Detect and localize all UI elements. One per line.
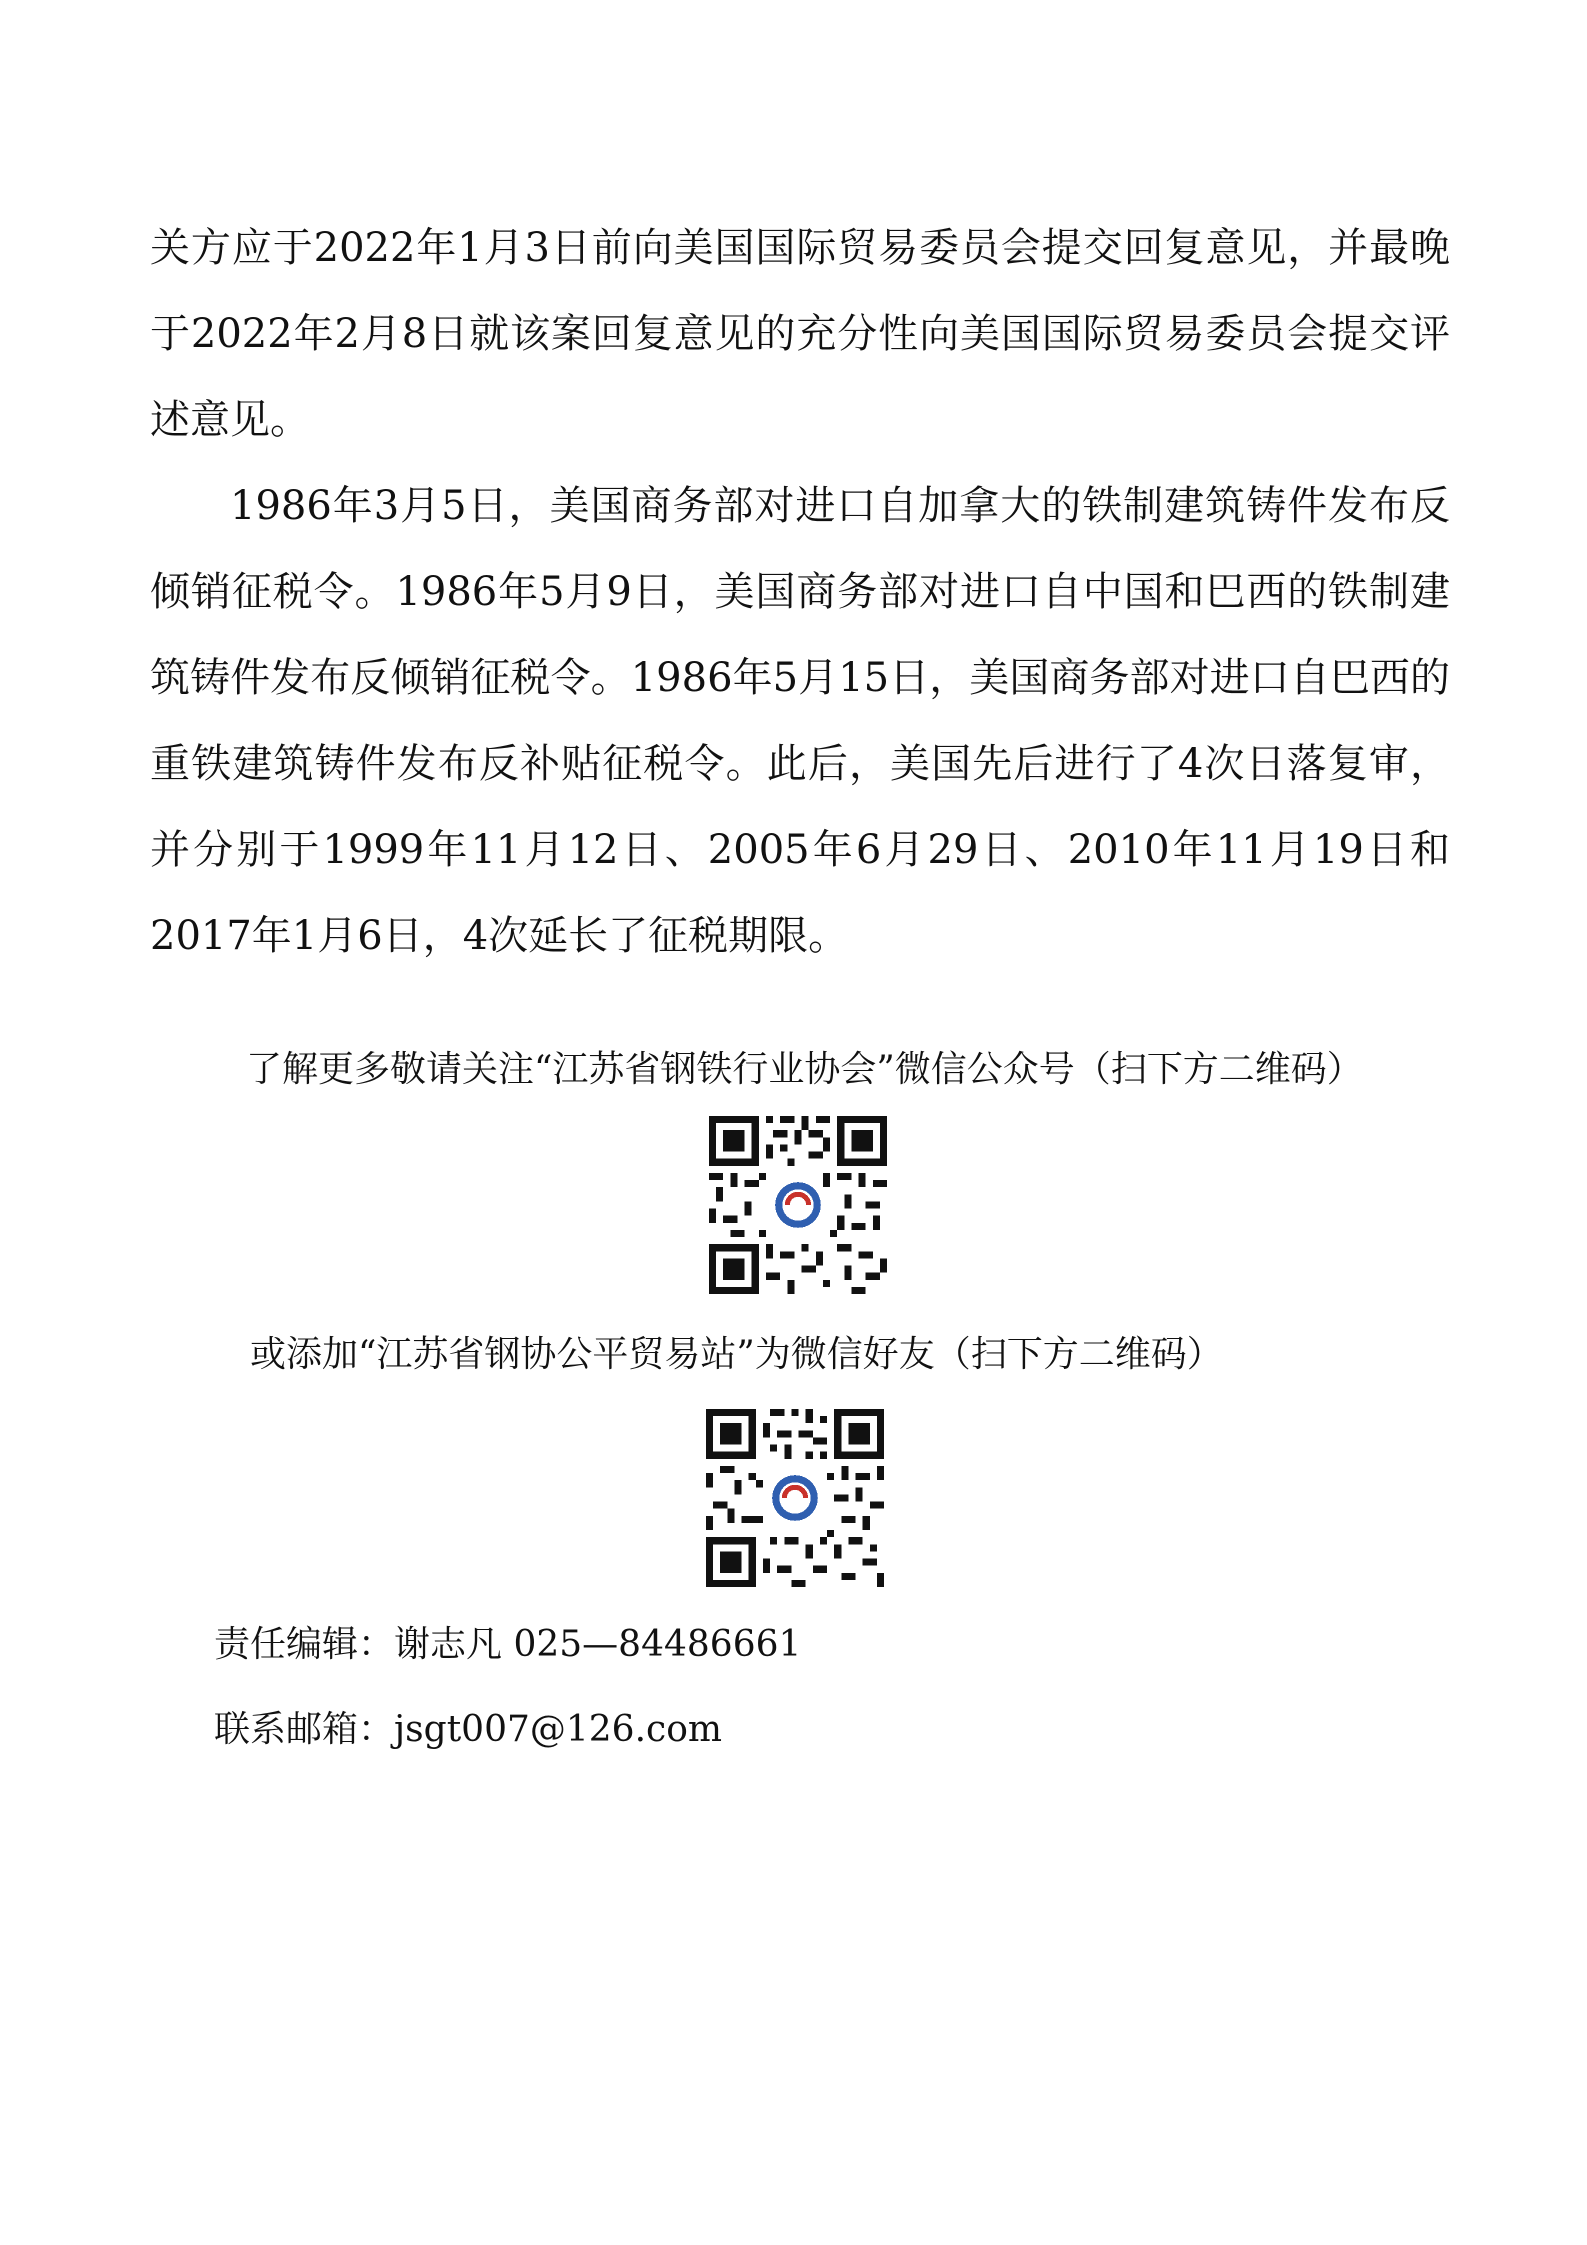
responsible-editor bbox=[214, 1620, 801, 1670]
email-label: 联系邮箱： bbox=[214, 1709, 395, 1750]
editor-label: 责任编辑： bbox=[214, 1624, 395, 1665]
paragraph-2: 1986年3月5日，美国商务部对进口自加拿大的铁制建筑铸件发布反倾销征税令。1986年5月9日，美国商务部对进口自中国和巴西的铁制建筑铸件发布反倾销征税令。1986年5月15日，美国商务部对进口自巴西的重铁建筑铸件发布反补贴征税令。此后，美国先后进行了4次日落复审，并分别于1999年11月12日、2005年6月29日、2010年11月19日和2017年1月6日，4次延长了征税期限。 bbox=[150, 483, 1450, 959]
qr-code-official-account bbox=[709, 1116, 887, 1294]
editor-value: 谢志凡 025—84486661 bbox=[394, 1624, 802, 1665]
email-value: jsgt007@126.com bbox=[394, 1709, 723, 1750]
qr-code-wechat-friend bbox=[706, 1409, 884, 1587]
contact-email bbox=[214, 1705, 722, 1755]
paragraph-1: 关方应于2022年1月3日前向美国国际贸易委员会提交回复意见，并最晚于2022年2月8日就该案回复意见的充分性向美国国际贸易委员会提交评述意见。 bbox=[150, 225, 1450, 443]
body-text bbox=[150, 205, 1450, 979]
follow-wechat-text: 了解更多敬请关注“江苏省钢铁行业协会”微信公众号（扫下方二维码） bbox=[246, 1049, 1363, 1090]
add-wechat-friend-text: 或添加“江苏省钢协公平贸易站”为微信好友（扫下方二维码） bbox=[250, 1334, 1223, 1375]
